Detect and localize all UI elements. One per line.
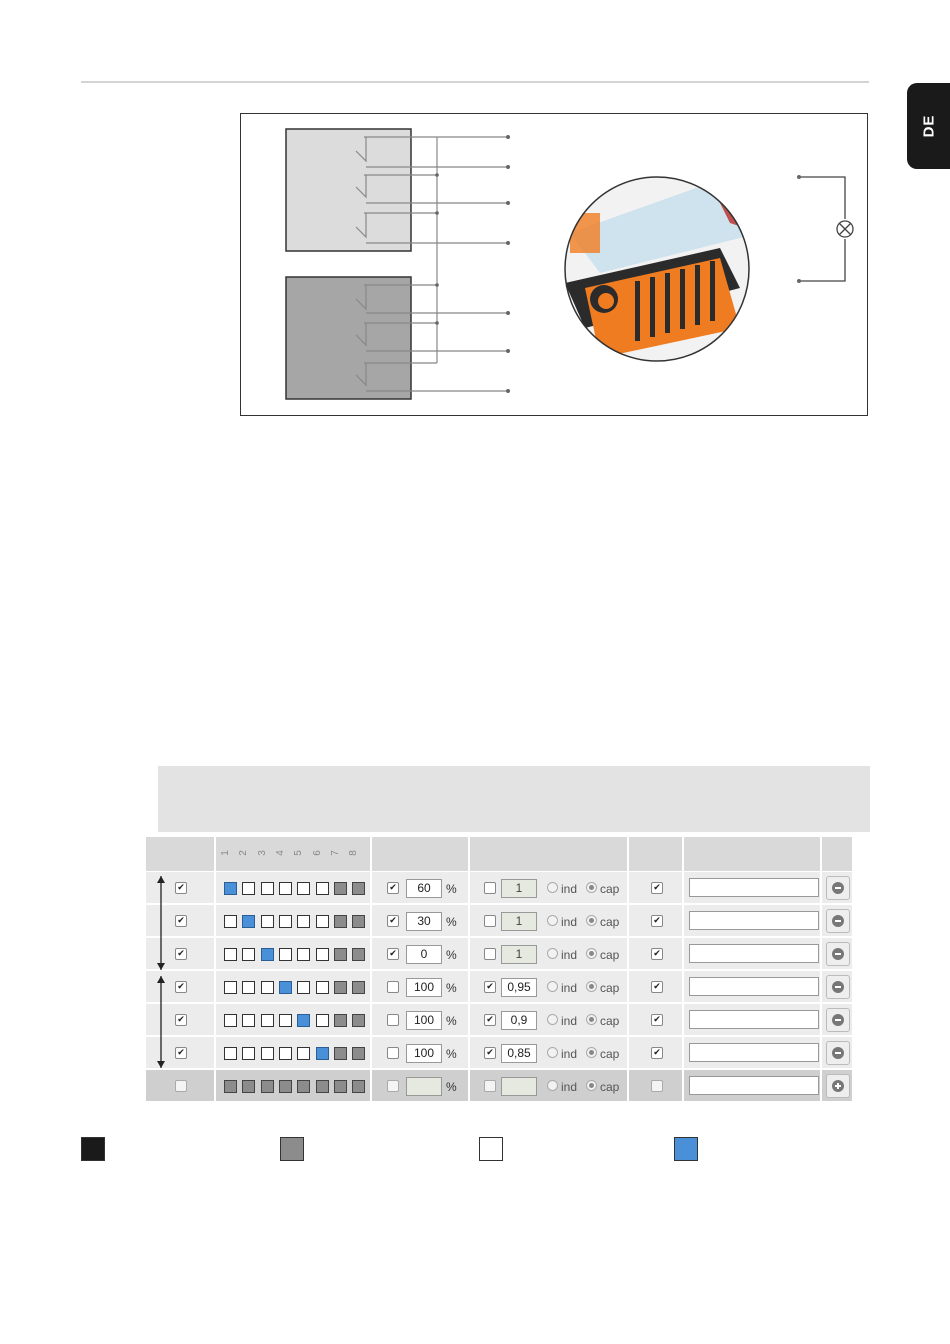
remove-row-button[interactable] [826, 942, 850, 966]
power-unit: % [446, 981, 457, 995]
power-factor-checkbox[interactable] [484, 915, 496, 927]
row-option-checkbox[interactable]: ✔ [651, 915, 663, 927]
power-factor-input[interactable]: 0,85 [501, 1044, 537, 1063]
output-state-square[interactable] [352, 1047, 365, 1060]
output-state-square[interactable] [261, 981, 274, 994]
output-column-label: 3 [256, 850, 268, 856]
row-option-checkbox[interactable]: ✔ [651, 882, 663, 894]
output-state-square[interactable] [224, 1014, 237, 1027]
output-state-square[interactable] [261, 915, 274, 928]
output-column-label: 6 [311, 850, 323, 856]
cap-radio[interactable] [586, 1080, 597, 1091]
row-active-checkbox[interactable]: ✔ [175, 915, 187, 927]
power-limit-checkbox[interactable]: ✔ [387, 915, 399, 927]
row-name-input[interactable] [689, 1010, 819, 1029]
legend-swatch-black [81, 1137, 105, 1161]
power-unit: % [446, 1080, 457, 1094]
table-cell [216, 1037, 370, 1068]
output-state-square[interactable] [242, 915, 255, 928]
header-cell [684, 837, 820, 871]
output-state-square[interactable] [352, 948, 365, 961]
output-state-square[interactable] [279, 1080, 292, 1093]
ramp-up-arrow [157, 976, 165, 1004]
output-state-square[interactable] [352, 981, 365, 994]
table-title-band [158, 766, 870, 832]
cap-radio-label: cap [600, 1080, 620, 1094]
row-active-checkbox[interactable]: ✔ [175, 882, 187, 894]
remove-row-button[interactable] [826, 876, 850, 900]
ind-radio-label: ind [561, 1047, 578, 1061]
output-state-square[interactable] [334, 948, 347, 961]
cap-radio[interactable] [586, 948, 597, 959]
output-state-square[interactable] [297, 948, 310, 961]
output-state-square[interactable] [242, 1047, 255, 1060]
row-name-input[interactable] [689, 1076, 819, 1095]
output-column-label: 4 [274, 850, 286, 856]
output-state-square[interactable] [316, 1080, 329, 1093]
row-active-checkbox[interactable]: ✔ [175, 981, 187, 993]
power-factor-checkbox[interactable] [484, 1080, 496, 1092]
row-name-input[interactable] [689, 878, 819, 897]
output-state-square[interactable] [224, 915, 237, 928]
output-state-square[interactable] [261, 882, 274, 895]
output-state-square[interactable] [279, 981, 292, 994]
relay-block-lower [286, 277, 411, 399]
ind-radio[interactable] [547, 981, 558, 992]
output-state-square[interactable] [334, 1047, 347, 1060]
output-state-square[interactable] [261, 948, 274, 961]
header-cell [372, 837, 468, 871]
power-value-input[interactable]: 30 [406, 912, 442, 931]
cap-radio-label: cap [600, 1014, 620, 1028]
ramp-down-arrow [157, 1004, 165, 1068]
row-name-input[interactable] [689, 977, 819, 996]
power-factor-checkbox[interactable]: ✔ [484, 981, 496, 993]
output-state-square[interactable] [224, 981, 237, 994]
power-limit-checkbox[interactable] [387, 1014, 399, 1026]
table-cell [216, 938, 370, 969]
power-factor-input[interactable]: 1 [501, 912, 537, 931]
power-limit-checkbox[interactable] [387, 1047, 399, 1059]
relay-block-upper [286, 129, 411, 251]
header-cell [146, 837, 214, 871]
output-state-square[interactable] [334, 981, 347, 994]
row-option-checkbox[interactable] [651, 1080, 663, 1092]
output-state-square[interactable] [224, 1080, 237, 1093]
ind-radio-label: ind [561, 1080, 578, 1094]
output-state-square[interactable] [297, 1014, 310, 1027]
row-option-checkbox[interactable]: ✔ [651, 948, 663, 960]
output-state-square[interactable] [242, 981, 255, 994]
output-state-square[interactable] [316, 1014, 329, 1027]
output-state-square[interactable] [279, 948, 292, 961]
output-state-square[interactable] [242, 948, 255, 961]
power-factor-checkbox[interactable] [484, 882, 496, 894]
cap-radio[interactable] [586, 882, 597, 893]
output-state-square[interactable] [261, 1047, 274, 1060]
power-limit-checkbox[interactable] [387, 1080, 399, 1092]
ramp-up-arrow [157, 876, 165, 936]
output-state-square[interactable] [352, 1080, 365, 1093]
power-value-input[interactable]: 100 [406, 1044, 442, 1063]
ind-radio[interactable] [547, 1047, 558, 1058]
ind-radio-label: ind [561, 981, 578, 995]
row-option-checkbox[interactable]: ✔ [651, 1047, 663, 1059]
remove-row-button[interactable] [826, 909, 850, 933]
power-value-input[interactable] [406, 1077, 442, 1096]
remove-row-button[interactable] [826, 975, 850, 999]
row-active-checkbox[interactable]: ✔ [175, 948, 187, 960]
output-state-square[interactable] [316, 948, 329, 961]
power-value-input[interactable]: 100 [406, 1011, 442, 1030]
output-state-square[interactable] [297, 1080, 310, 1093]
table-cell [216, 905, 370, 936]
output-state-square[interactable] [261, 1014, 274, 1027]
legend-swatch-white [479, 1137, 503, 1161]
output-state-square[interactable] [224, 882, 237, 895]
ind-radio[interactable] [547, 882, 558, 893]
row-name-input[interactable] [689, 911, 819, 930]
power-factor-input[interactable] [501, 1077, 537, 1096]
cap-radio-label: cap [600, 915, 620, 929]
cap-radio-label: cap [600, 948, 620, 962]
remove-row-button[interactable] [826, 1008, 850, 1032]
language-tab-label: DE [920, 114, 937, 138]
output-state-square[interactable] [279, 882, 292, 895]
output-state-square[interactable] [297, 915, 310, 928]
ind-radio[interactable] [547, 915, 558, 926]
power-limit-checkbox[interactable]: ✔ [387, 882, 399, 894]
table-cell [216, 1004, 370, 1035]
cap-radio[interactable] [586, 1014, 597, 1025]
cap-radio[interactable] [586, 1047, 597, 1058]
output-state-square[interactable] [334, 915, 347, 928]
output-state-square[interactable] [352, 915, 365, 928]
output-state-square[interactable] [242, 882, 255, 895]
power-factor-input[interactable]: 1 [501, 945, 537, 964]
row-active-checkbox[interactable]: ✔ [175, 1047, 187, 1059]
ind-radio-label: ind [561, 915, 578, 929]
power-unit: % [446, 1014, 457, 1028]
row-name-input[interactable] [689, 944, 819, 963]
ramp-direction-arrows [146, 872, 176, 1112]
add-row-button[interactable] [826, 1074, 850, 1098]
power-factor-input[interactable]: 1 [501, 879, 537, 898]
ind-radio-label: ind [561, 948, 578, 962]
output-state-square[interactable] [316, 915, 329, 928]
output-column-label: 7 [329, 850, 341, 856]
output-column-label: 8 [348, 850, 360, 856]
output-state-square[interactable] [297, 1047, 310, 1060]
cap-radio[interactable] [586, 981, 597, 992]
table-cell [216, 872, 370, 903]
row-option-checkbox[interactable]: ✔ [651, 981, 663, 993]
top-rule [81, 81, 869, 83]
output-state-square[interactable] [297, 981, 310, 994]
row-active-checkbox[interactable]: ✔ [175, 1014, 187, 1026]
power-value-input[interactable]: 0 [406, 945, 442, 964]
output-state-square[interactable] [279, 915, 292, 928]
output-state-square[interactable] [242, 1080, 255, 1093]
output-state-square[interactable] [352, 882, 365, 895]
power-factor-input[interactable]: 0,9 [501, 1011, 537, 1030]
header-cell [470, 837, 627, 871]
output-state-square[interactable] [261, 1080, 274, 1093]
power-limit-checkbox[interactable]: ✔ [387, 948, 399, 960]
output-state-square[interactable] [334, 882, 347, 895]
power-factor-checkbox[interactable]: ✔ [484, 1014, 496, 1026]
language-tab[interactable] [907, 83, 950, 169]
wiring-diagram [240, 113, 868, 416]
ind-radio-label: ind [561, 1014, 578, 1028]
table-cell [216, 971, 370, 1002]
output-state-square[interactable] [334, 1014, 347, 1027]
power-factor-input[interactable]: 0,95 [501, 978, 537, 997]
output-state-square[interactable] [242, 1014, 255, 1027]
output-state-square[interactable] [316, 1047, 329, 1060]
row-name-input[interactable] [689, 1043, 819, 1062]
output-column-label: 5 [293, 850, 305, 856]
cap-radio-label: cap [600, 981, 620, 995]
ind-radio-label: ind [561, 882, 578, 896]
power-factor-checkbox[interactable]: ✔ [484, 1047, 496, 1059]
output-state-square[interactable] [352, 1014, 365, 1027]
power-unit: % [446, 915, 457, 929]
cap-radio-label: cap [600, 882, 620, 896]
output-state-square[interactable] [279, 1047, 292, 1060]
output-column-label: 1 [220, 850, 231, 856]
table-cell [216, 1070, 370, 1101]
row-active-checkbox[interactable] [175, 1080, 187, 1092]
output-state-square[interactable] [316, 981, 329, 994]
power-unit: % [446, 1047, 457, 1061]
output-state-square[interactable] [334, 1080, 347, 1093]
row-option-checkbox[interactable]: ✔ [651, 1014, 663, 1026]
legend-swatch-gray [280, 1137, 304, 1161]
power-factor-checkbox[interactable] [484, 948, 496, 960]
output-state-square[interactable] [224, 948, 237, 961]
power-limit-checkbox[interactable] [387, 981, 399, 993]
ind-radio[interactable] [547, 948, 558, 959]
remove-row-button[interactable] [826, 1041, 850, 1065]
legend-swatch-blue [674, 1137, 698, 1161]
output-state-square[interactable] [316, 882, 329, 895]
power-unit: % [446, 882, 457, 896]
header-cell [822, 837, 852, 871]
output-state-square[interactable] [224, 1047, 237, 1060]
ramp-down-arrow [157, 936, 165, 970]
ind-radio[interactable] [547, 1080, 558, 1091]
output-state-square[interactable] [297, 882, 310, 895]
output-state-square[interactable] [279, 1014, 292, 1027]
ind-radio[interactable] [547, 1014, 558, 1025]
output-column-label: 2 [238, 850, 250, 856]
cap-radio-label: cap [600, 1047, 620, 1061]
header-cell [629, 837, 682, 871]
power-value-input[interactable]: 60 [406, 879, 442, 898]
power-unit: % [446, 948, 457, 962]
cap-radio[interactable] [586, 915, 597, 926]
power-value-input[interactable]: 100 [406, 978, 442, 997]
